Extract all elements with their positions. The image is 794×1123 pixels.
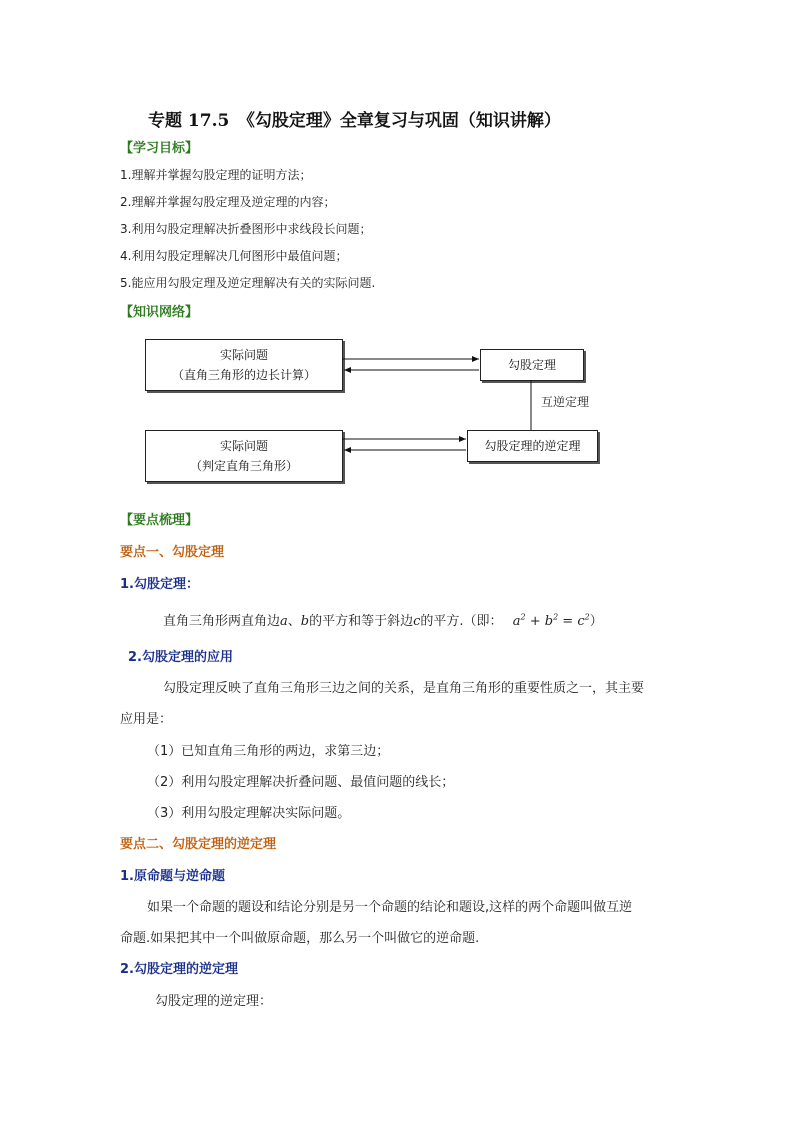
formula-eq: = <box>558 614 578 629</box>
objective-item: 5.能应用勾股定理及逆定理解决有关的实际问题. <box>120 276 376 290</box>
application-item: （3）利用勾股定理解决实际问题。 <box>147 806 351 821</box>
paragraph: 应用是： <box>120 712 173 727</box>
point1-heading: 要点一、勾股定理 <box>120 545 225 560</box>
formula-c: c <box>577 614 585 629</box>
application-item: （1）已知直角三角形的两边，求第三边； <box>147 744 390 759</box>
var-b: b <box>300 614 310 629</box>
objectives-heading: 【学习目标】 <box>120 141 199 156</box>
objective-item: 3.利用勾股定理解决折叠图形中求线段长问题； <box>120 222 372 236</box>
converse-link-label: 互逆定理 <box>541 395 590 409</box>
application-item: （2）利用勾股定理解决折叠问题、最值问题的线长； <box>147 775 455 790</box>
exponent: 2 <box>520 612 526 622</box>
exponent: 2 <box>553 612 559 622</box>
objective-item: 2.理解并掌握勾股定理及逆定理的内容； <box>120 195 336 209</box>
statement-text: 的平方和等于斜边 <box>309 614 414 629</box>
point2-heading: 要点二、勾股定理的逆定理 <box>120 837 277 852</box>
exponent: 2 <box>584 612 590 622</box>
formula-plus: + <box>525 614 545 629</box>
box-sublabel: （判定直角三角形） <box>189 459 298 473</box>
statement-text: 的平方.（即： <box>420 614 503 629</box>
separator: 、 <box>287 614 301 629</box>
box-label: 勾股定理的逆定理 <box>484 439 581 453</box>
paragraph: 如果一个命题的题设和结论分别是另一个命题的结论和题设,这样的两个命题叫做互逆 <box>147 900 633 915</box>
network-heading: 【知识网络】 <box>120 305 199 320</box>
formula <box>513 614 590 629</box>
theorem-statement <box>163 610 603 629</box>
point1-sub1-heading: 1.勾股定理： <box>120 577 199 592</box>
var-c: c <box>413 614 421 629</box>
box-sublabel: （直角三角形的边长计算） <box>171 368 316 382</box>
statement-text: 直角三角形两直角边 <box>163 614 281 629</box>
point2-sub1-heading: 1.原命题与逆命题 <box>120 869 225 884</box>
box-label: 勾股定理 <box>507 358 556 372</box>
page-title: 专题 17.5 《勾股定理》全章复习与巩固（知识讲解） <box>148 111 561 131</box>
paragraph: 勾股定理的逆定理： <box>155 994 273 1009</box>
formula-a: a <box>512 614 521 629</box>
objective-item: 1.理解并掌握勾股定理的证明方法； <box>120 168 312 182</box>
diagram-arrows <box>0 0 794 520</box>
paragraph: 勾股定理反映了直角三角形三边之间的关系，是直角三角形的重要性质之一，其主要 <box>163 681 645 696</box>
close-paren: ） <box>589 614 603 629</box>
box-label: 实际问题 <box>219 348 268 362</box>
paragraph: 命题.如果把其中一个叫做原命题，那么另一个叫做它的逆命题. <box>120 931 480 946</box>
point2-sub2-heading: 2.勾股定理的逆定理 <box>120 962 238 977</box>
var-a: a <box>280 614 288 629</box>
point1-sub2-heading: 2.勾股定理的应用 <box>128 650 233 665</box>
objective-item: 4.利用勾股定理解决几何图形中最值问题； <box>120 249 348 263</box>
box-label: 实际问题 <box>219 439 268 453</box>
keypoints-heading: 【要点梳理】 <box>120 513 199 528</box>
formula-b: b <box>544 614 554 629</box>
